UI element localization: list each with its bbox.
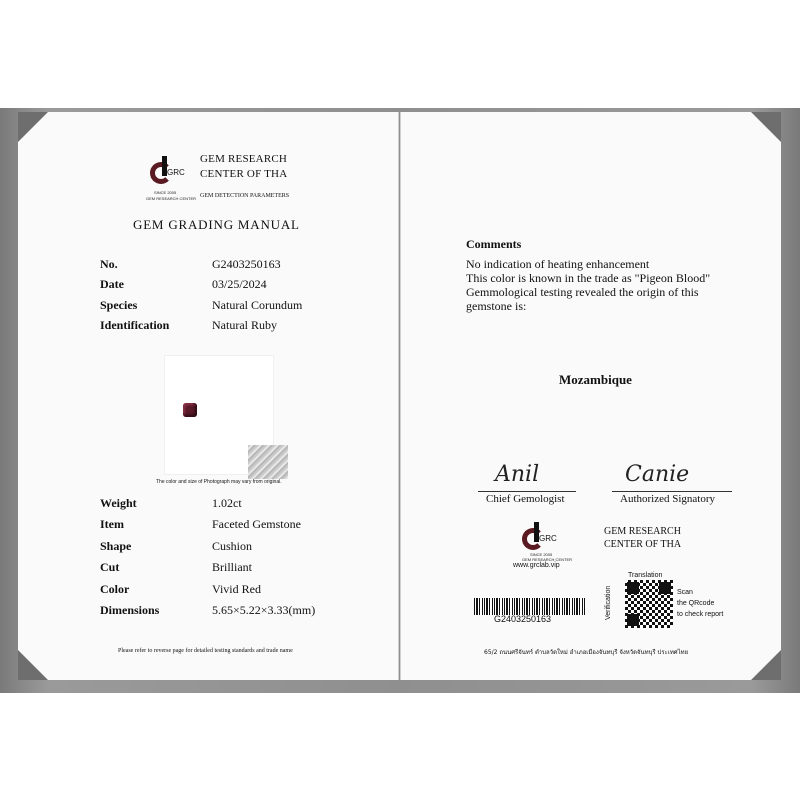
qr-note-line-3: to check report	[677, 611, 724, 618]
corner-pocket	[751, 650, 781, 680]
right-page	[401, 112, 781, 680]
org-subtitle: GEM DETECTION PARAMETERS	[200, 193, 290, 199]
corner-pocket	[18, 112, 48, 142]
field-value-cut: Brilliant	[212, 560, 252, 574]
field-value-no: G2403250163	[212, 257, 281, 271]
authorized-signatory-label: Authorized Signatory	[620, 493, 716, 505]
field-label-species: Species	[100, 298, 138, 312]
field-value-identification: Natural Ruby	[212, 318, 277, 332]
qr-note-line-2: the QRcode	[677, 600, 715, 607]
grc-logo	[150, 156, 190, 186]
field-label-date: Date	[100, 277, 124, 291]
verification-qr-code[interactable]	[625, 580, 673, 628]
origin-country: Mozambique	[559, 372, 632, 387]
field-value-color: Vivid Red	[212, 582, 261, 596]
barcode-number: G2403250163	[494, 614, 552, 624]
field-label-item: Item	[100, 517, 124, 531]
comments-line-2: This color is known in the trade as "Pigeon Blood"	[466, 271, 711, 285]
field-value-species: Natural Corundum	[212, 298, 303, 312]
manual-title: GEM GRADING MANUAL	[133, 217, 300, 232]
field-label-weight: Weight	[100, 496, 137, 510]
footnote: Please refer to reverse page for detailed testing standards and trade name	[118, 648, 293, 654]
website-url[interactable]: www.grclab.vip	[513, 562, 560, 569]
chief-gemologist-signature: Anil	[495, 462, 540, 487]
org-name-line-2: CENTER OF THA	[200, 168, 288, 180]
comments-line-1: No indication of heating enhancement	[466, 257, 650, 271]
field-label-shape: Shape	[100, 539, 132, 553]
qr-verification-label: Verification	[605, 585, 612, 620]
lab-address: 65/2 ถนนศรีจันทร์ ตำบลวัดใหม่ อำเภอเมืองจันทบุรี จังหวัดจันทบุรี ประเทศไทย	[484, 649, 689, 656]
report-barcode	[474, 598, 586, 615]
logo-tagline: GEM RESEARCH CENTER	[146, 196, 197, 201]
field-label-dimensions: Dimensions	[100, 603, 160, 617]
org-name-line-1: GEM RESEARCH	[200, 153, 288, 165]
authorized-signatory-signature: Canie	[625, 462, 690, 487]
grc-logo	[522, 522, 562, 552]
hologram-seal	[248, 445, 288, 479]
logo-text: GRC	[167, 168, 185, 177]
field-value-item: Faceted Gemstone	[212, 517, 301, 531]
field-value-dimensions: 5.65×5.22×3.33(mm)	[212, 603, 316, 617]
field-label-cut: Cut	[100, 560, 120, 574]
field-label-identification: Identification	[100, 318, 170, 332]
logo-text: GRC	[539, 534, 557, 543]
field-label-color: Color	[100, 582, 130, 596]
org-name-line-2: CENTER OF THA	[604, 539, 682, 550]
comments-line-3: Gemmological testing revealed the origin of this	[466, 285, 699, 299]
corner-pocket	[18, 650, 48, 680]
signature-line	[612, 491, 732, 492]
ruby-gem-image	[183, 403, 197, 417]
comments-heading: Comments	[466, 237, 522, 251]
field-label-no: No.	[100, 257, 118, 271]
signature-line	[478, 491, 576, 492]
field-value-shape: Cushion	[212, 539, 253, 553]
field-value-date: 03/25/2024	[212, 277, 267, 291]
logo-tagline: GEM RESEARCH CENTER	[522, 557, 573, 562]
logo-since: SINCE 2005	[530, 552, 553, 557]
comments-line-4: gemstone is:	[466, 299, 527, 313]
qr-note-line-1: Scan	[677, 589, 693, 596]
chief-gemologist-label: Chief Gemologist	[486, 493, 565, 505]
org-name-line-1: GEM RESEARCH	[604, 526, 681, 537]
qr-translation-label: Translation	[628, 572, 663, 579]
field-value-weight: 1.02ct	[212, 496, 242, 510]
photo-caption: The color and size of Photograph may vary from original.	[156, 479, 282, 485]
corner-pocket	[751, 112, 781, 142]
logo-since: SINCE 2005	[154, 190, 177, 195]
